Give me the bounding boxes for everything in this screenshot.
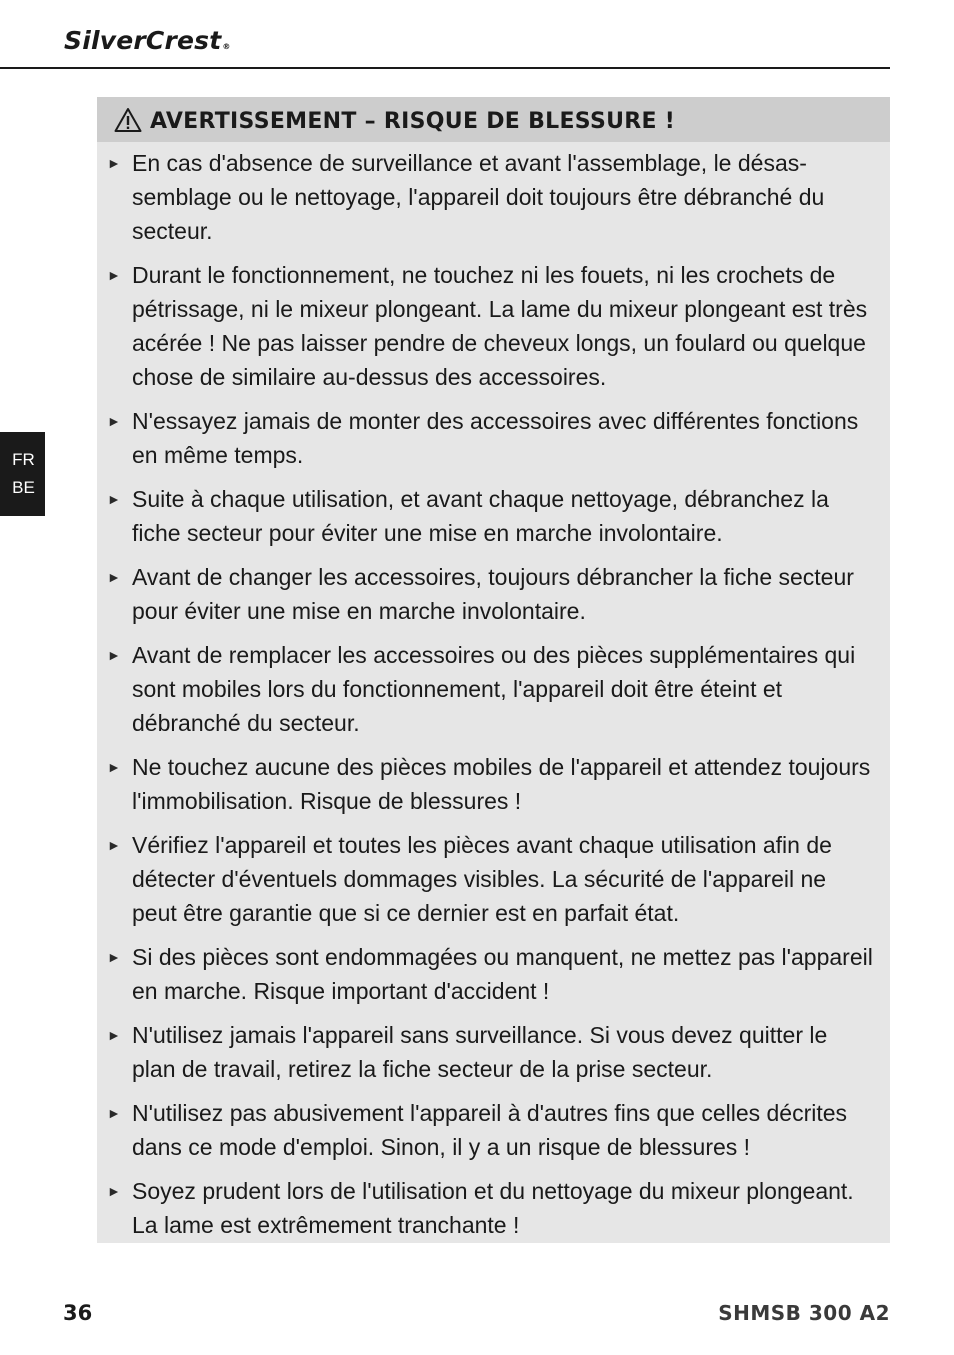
arrow-right-icon: ► <box>107 1105 121 1121</box>
arrow-right-icon: ► <box>107 569 121 585</box>
list-item <box>97 1096 890 1164</box>
registered-mark: ® <box>222 42 231 51</box>
list-item-text: En cas d'absence de surveillance et avant l'assemblage, le désassemblage ou le nettoyage, l'appareil doit toujours être débranché du secteur. <box>132 150 825 244</box>
list-item <box>97 1018 890 1086</box>
list-item <box>97 404 890 472</box>
list-item <box>97 482 890 550</box>
arrow-right-icon: ► <box>107 759 121 775</box>
arrow-right-icon: ► <box>107 491 121 507</box>
list-item-text: Vérifiez l'appareil et toutes les pièces avant chaque utilisation afin de détecter d'éventuels dommages visibles. La sécurité de l'appareil ne peut être garantie que si ce dernier est en parfait état. <box>132 832 832 926</box>
list-item-text: N'utilisez pas abusivement l'appareil à d'autres fins que celles décrites dans ce mode d'emploi. Sinon, il y a un risque de blessures ! <box>132 1100 848 1160</box>
list-item-text: Soyez prudent lors de l'utilisation et du nettoyage du mixeur plongeant. La lame est extrêmement tranchante ! <box>132 1178 854 1238</box>
list-item <box>97 638 890 740</box>
arrow-right-icon: ► <box>107 1027 121 1043</box>
arrow-right-icon: ► <box>107 837 121 853</box>
list-item <box>97 940 890 1008</box>
list-item <box>97 1174 890 1242</box>
arrow-right-icon: ► <box>107 413 121 429</box>
brand-logo <box>64 22 231 60</box>
page-number: 36 <box>63 1301 93 1325</box>
list-item <box>97 146 890 248</box>
list-item-text: N'utilisez jamais l'appareil sans surveillance. Si vous devez quitter le plan de travail, retirez la fiche secteur de la prise secteur. <box>132 1022 828 1082</box>
warning-triangle-icon <box>114 107 142 133</box>
header-rule <box>0 67 890 69</box>
list-item-text: Avant de remplacer les accessoires ou des pièces supplémentaires qui sont mobiles lors du fonctionnement, l'appareil doit être éteint et débranché du secteur. <box>132 642 856 736</box>
list-item-text: Ne touchez aucune des pièces mobiles de l'appareil et attendez toujours l'immobilisation. Risque de blessures ! <box>132 754 871 814</box>
arrow-right-icon: ► <box>107 155 121 171</box>
language-code-be: BE <box>12 478 35 497</box>
warning-title: AVERTISSEMENT – RISQUE DE BLESSURE ! <box>150 108 676 134</box>
list-item <box>97 828 890 930</box>
arrow-right-icon: ► <box>107 1183 121 1199</box>
language-tab <box>0 432 45 516</box>
arrow-right-icon: ► <box>107 267 121 283</box>
warning-list <box>97 142 890 1242</box>
list-item-text: Si des pièces sont endommagées ou manquent, ne mettez pas l'appareil en marche. Risque important d'accident ! <box>132 944 873 1004</box>
list-item-text: N'essayez jamais de monter des accessoires avec différentes fonctions en même temps. <box>132 408 859 468</box>
brand-name: SilverCrest <box>64 26 222 55</box>
list-item-text: Avant de changer les accessoires, toujours débrancher la fiche secteur pour éviter une mise en marche involontaire. <box>132 564 854 624</box>
list-item-text: Durant le fonctionnement, ne touchez ni les fouets, ni les crochets de pétrissage, ni le mixeur plongeant. La lame du mixeur plongeant est très acérée ! Ne pas laisser pendre de cheveux longs, un foulard ou quelque chose de similaire au-dessus des accessoires. <box>132 262 868 390</box>
warning-box <box>97 97 890 1243</box>
arrow-right-icon: ► <box>107 949 121 965</box>
arrow-right-icon: ► <box>107 647 121 663</box>
list-item <box>97 750 890 818</box>
list-item <box>97 560 890 628</box>
warning-header <box>97 97 890 142</box>
list-item-text: Suite à chaque utilisation, et avant chaque nettoyage, débranchez la fiche secteur pour éviter une mise en marche involontaire. <box>132 486 829 546</box>
list-item <box>97 258 890 394</box>
model-number: SHMSB 300 A2 <box>718 1301 890 1325</box>
language-code-fr: FR <box>12 450 35 469</box>
